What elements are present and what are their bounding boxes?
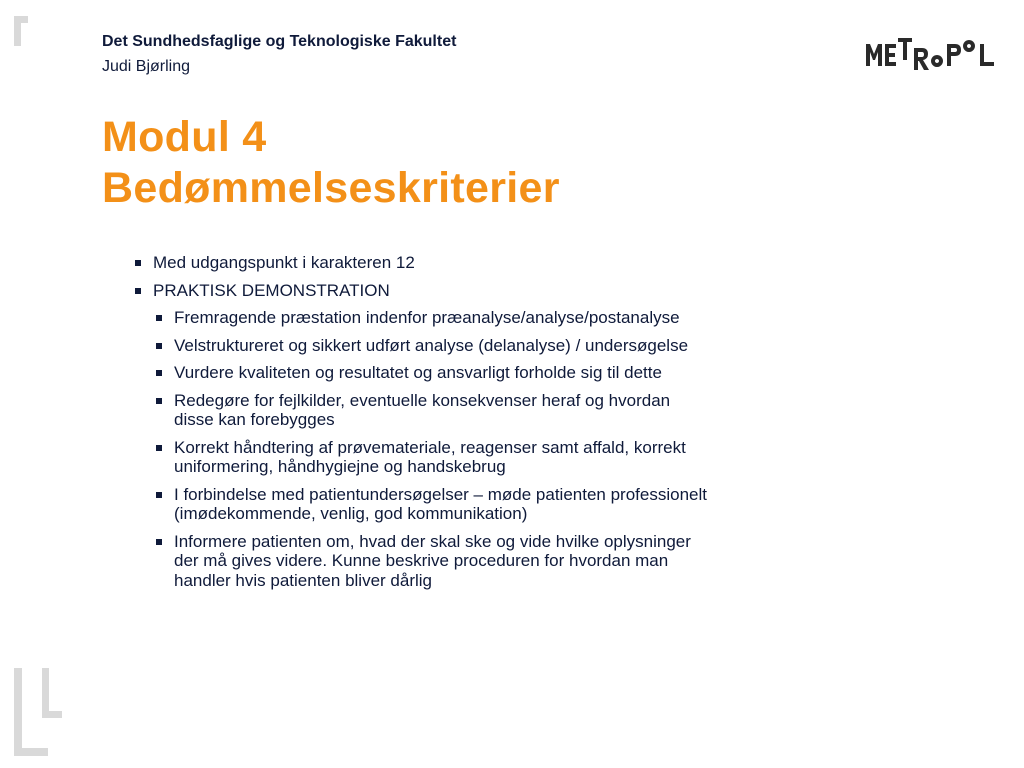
square-bullet-icon — [156, 343, 162, 349]
list-item-level-1 — [132, 281, 712, 301]
corner-mark-top-left-bar — [14, 16, 28, 23]
list-item-text: Velstruktureret og sikkert udført analyse (delanalyse) / undersøgelse — [174, 335, 689, 355]
square-bullet-icon — [156, 445, 162, 451]
list-item-level-2 — [132, 391, 712, 430]
list-item-text: Redegøre for fejlkilder, eventuelle konsekvenser heraf og hvordan disse kan forebygges — [174, 390, 671, 429]
slide-title — [102, 112, 560, 214]
list-item-text: Vurdere kvaliteten og resultatet og ansvarligt forholde sig til dette — [174, 363, 662, 382]
square-bullet-icon — [156, 539, 162, 545]
square-bullet-icon — [135, 288, 141, 294]
square-bullet-icon — [135, 260, 141, 266]
author-name: Judi Bjørling — [102, 58, 191, 75]
square-bullet-icon — [156, 370, 162, 376]
corner-mark-bottom-left-large — [14, 668, 22, 756]
square-bullet-icon — [156, 315, 162, 321]
square-bullet-icon — [156, 398, 162, 404]
list-item-level-2 — [132, 438, 712, 477]
list-item-level-2 — [132, 363, 712, 383]
metropol-logo — [864, 36, 996, 72]
list-item-level-1 — [132, 253, 712, 273]
list-item-level-2 — [132, 336, 712, 356]
bullet-list — [132, 253, 712, 598]
corner-mark-bottom-left-large-bar — [14, 748, 48, 756]
corner-mark-bottom-left-small-bar — [42, 711, 62, 718]
list-item-text: Informere patienten om, hvad der skal ske og vide hvilke oplysninger der må gives videre. Kunne beskrive proceduren for hvordan man handler hvis patienten bliver dårlig — [174, 531, 691, 590]
list-item-level-2 — [132, 485, 712, 524]
list-item-text: I forbindelse med patientundersøgelser – møde patienten professionelt (imødekommende, venlig, god kommunikation) — [174, 484, 707, 523]
square-bullet-icon — [156, 492, 162, 498]
list-item-level-2 — [132, 532, 712, 591]
list-item-text: Med udgangspunkt i karakteren 12 — [153, 253, 415, 272]
list-item-text: Fremragende præstation indenfor præanalyse/analyse/postanalyse — [174, 308, 680, 327]
list-item-level-2 — [132, 308, 712, 328]
list-item-text: Korrekt håndtering af prøvemateriale, reagenser samt affald, korrekt uniformering, håndhygiejne og handskebrug — [174, 437, 686, 476]
slide-title-line-2: Bedømmelseskriterier — [102, 164, 560, 212]
slide-title-line-1: Modul 4 — [102, 113, 267, 161]
metropol-logo-mark — [866, 38, 994, 70]
list-item-text: PRAKTISK DEMONSTRATION — [153, 280, 390, 300]
faculty-name: Det Sundhedsfaglige og Teknologiske Fakultet — [102, 33, 457, 50]
